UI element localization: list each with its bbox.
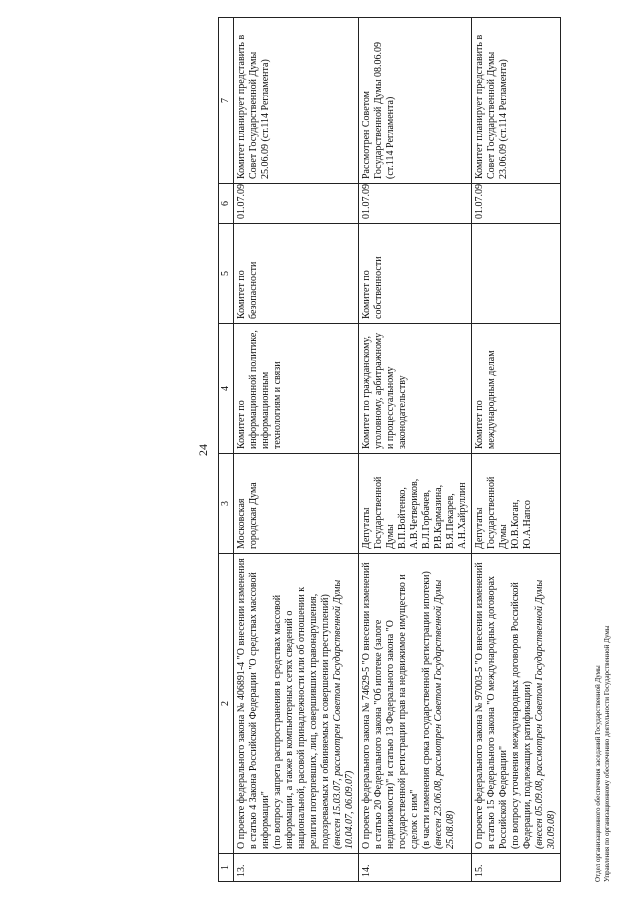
footer-line: Управления по организационному обеспечению деятельности Государственной Думы [602, 625, 611, 882]
committee-cell: Комитет по гражданскому, уголовному, арбитражному и процессуальному законодательству [359, 324, 472, 454]
status-cell: Рассмотрен Советом Государственной Думы 08.06.09 (ст.114 Регламента) [359, 18, 472, 184]
project-subject: (по вопросу уточнения международных договоров Российской Федерации, подлежащих ратификации) [510, 582, 533, 849]
row-number: 15. [472, 854, 561, 882]
project-note: (внесен 23.06.08, рассмотрен Советом Государственной Думы 25.08.08) [433, 579, 456, 849]
column-header: 3 [219, 454, 234, 554]
column-header: 2 [219, 554, 234, 854]
column-header: 6 [219, 184, 234, 224]
status-cell: Комитет планирует представить в Совет Государственной Думы 23.06.09 (ст.114 Регламента) [472, 18, 561, 184]
co-committee-cell: Комитет по безопасности [234, 224, 359, 324]
project-cell [472, 554, 561, 854]
table-row [234, 18, 359, 882]
project-title: О проекте федерального закона № 406891-4 "О внесении изменения в статью 4 Закона Российской Федерации "О средствах массовой информации" [236, 558, 271, 849]
co-committee-cell [472, 224, 561, 324]
row-number: 13. [234, 854, 359, 882]
project-subject: (по вопросу запрета распространения в средствах массовой информации, а также в компьютерных сетях сведений о национальной, расовой принадлежности или об отношении к религии потерпевших, лиц, совершивших правонарушения, подозреваемых и обвиняемых в совершении преступлений) [272, 586, 331, 849]
project-title: О проекте федерального закона № 74629-5 "О внесении изменений в статью 20 Федерального закона "Об ипотеке (залоге недвижимости)" и статью 13 Федерального закона "О государственной регистрации прав на недвижимое имущество и сделок с ним" [361, 562, 420, 849]
column-header: 1 [219, 854, 234, 882]
committee-cell: Комитет по международным делам [472, 324, 561, 454]
date-cell: 01.07.09 [359, 184, 472, 224]
date-cell: 01.07.09 [234, 184, 359, 224]
page-number: 24 [196, 444, 210, 456]
project-subject: (в части изменения срока государственной регистрации ипотеки) [421, 571, 432, 849]
project-cell [234, 554, 359, 854]
committee-cell: Комитет по информационной политике, информационным технологиям и связи [234, 324, 359, 454]
project-title: О проекте федерального закона № 97003-5 "О внесении изменений в статью 15 Федерального закона "О международных договорах Российской Федерации" [474, 562, 509, 849]
project-cell [359, 554, 472, 854]
footer-line: Отдел организационного обеспечения заседаний Государственной Думы [594, 665, 602, 882]
table-row [359, 18, 472, 882]
row-number: 14. [359, 854, 472, 882]
co-committee-cell: Комитет по собственности [359, 224, 472, 324]
status-cell: Комитет планирует представить в Совет Государственной Думы 25.06.09 (ст.114 Регламента) [234, 18, 359, 184]
column-header: 7 [219, 18, 234, 184]
column-header: 4 [219, 324, 234, 454]
author-cell: Депутаты Государственной Думы Ю.В.Коган, Ю.А.Напсо [472, 454, 561, 554]
bills-table [218, 17, 561, 882]
table-row [472, 18, 561, 882]
column-header: 5 [219, 224, 234, 324]
author-cell: Депутаты Государственной Думы В.П.Войтенко, А.В.Четвериков, В.Л.Горбачев, Р.В.Кармазина, В.Я.Пекарев, А.Н.Хайруллин [359, 454, 472, 554]
project-note: (внесен 15.03.07, рассмотрен Советом Государственной Думы 10.04.07, 06.09.07) [332, 579, 355, 849]
date-cell: 01.07.09 [472, 184, 561, 224]
author-cell: Московская городская Дума [234, 454, 359, 554]
footer [594, 626, 612, 882]
header-row [219, 18, 234, 882]
project-note: (внесен 05.09.08, рассмотрен Советом Государственной Думы 30.09.08) [534, 579, 557, 849]
